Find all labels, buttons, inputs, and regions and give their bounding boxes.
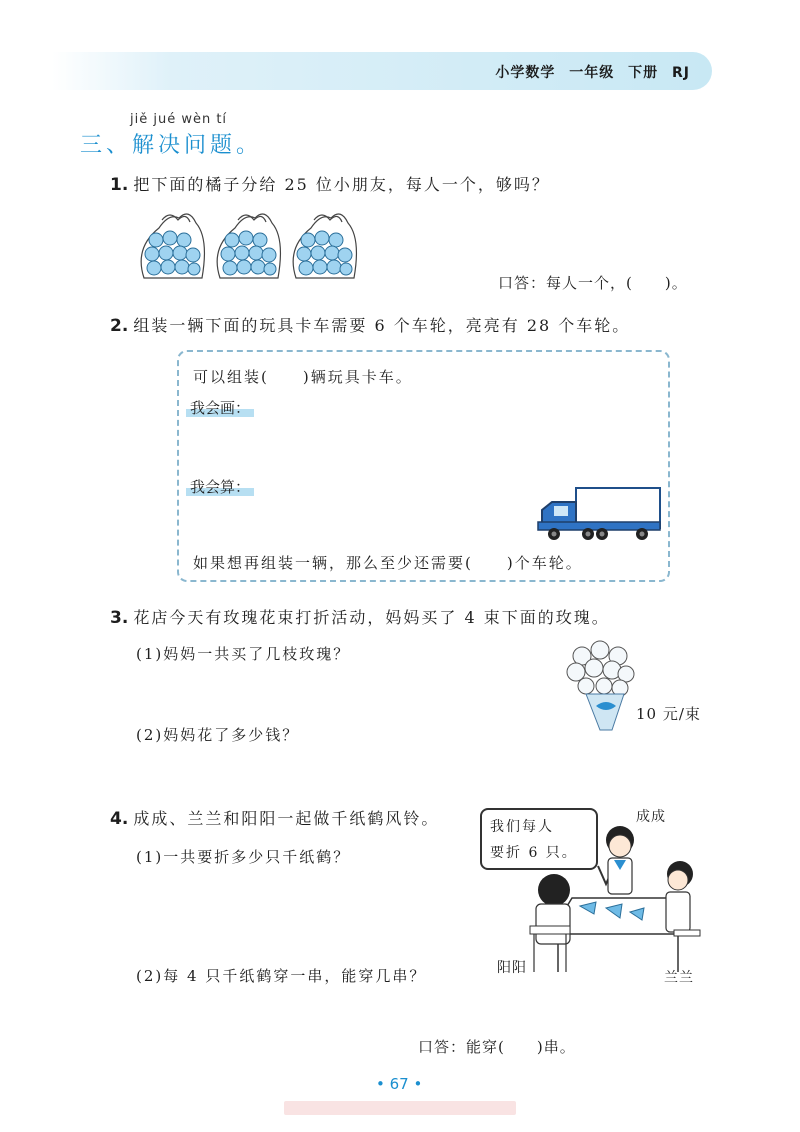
question-3-text: 花店今天有玫瑰花束打折活动，妈妈买了 4 束下面的玫瑰。 — [133, 608, 610, 627]
question-3-number: 3. — [110, 608, 129, 628]
rose-bouquet-icon — [566, 640, 636, 735]
section-pinyin: jiě jué wèn tí — [130, 112, 228, 127]
toy-truck-icon — [536, 484, 666, 544]
calc-label — [186, 476, 254, 497]
question-3 — [110, 605, 610, 628]
question-3-sub1: (1)妈妈一共买了几枝玫瑰？ — [136, 645, 351, 663]
question-4-sub2: (2)每 4 只千纸鹤穿一串，能穿几串？ — [136, 967, 427, 985]
calc-label-text: 我会算： — [186, 478, 254, 496]
speech-bubble-line1: 我们每人 — [490, 819, 554, 835]
watermark-strip — [284, 1101, 516, 1115]
question-4-number: 4. — [110, 809, 129, 829]
question-3-sub2: (2)妈妈花了多少钱？ — [136, 726, 300, 744]
header-title: 小学数学 一年级 下册 RJ — [495, 65, 690, 81]
speech-bubble-line2: 要折 6 只。 — [490, 845, 578, 861]
children-table-illustration — [510, 826, 700, 976]
question-2-text: 组装一辆下面的玩具卡车需要 6 个车轮，亮亮有 28 个车轮。 — [133, 316, 631, 335]
draw-label-text: 我会画： — [186, 399, 254, 417]
question-2-last-line: 如果想再组装一辆，那么至少还需要( )个车轮。 — [193, 554, 583, 572]
question-4 — [110, 806, 439, 829]
bouquet-price: 10 元/束 — [636, 705, 701, 723]
label-lanlan: 兰兰 — [664, 970, 694, 986]
label-chengcheng: 成成 — [636, 809, 666, 825]
question-1 — [110, 172, 550, 195]
section-title: 三、解决问题。 — [80, 133, 263, 158]
question-2-line1: 可以组装( )辆玩具卡车。 — [193, 368, 413, 386]
question-1-number: 1. — [110, 175, 129, 195]
question-4-answer: 口答：能穿( )串。 — [418, 1038, 576, 1056]
draw-label — [186, 397, 254, 418]
question-4-sub1: (1)一共要折多少只千纸鹤？ — [136, 848, 351, 866]
question-1-text: 把下面的橘子分给 25 位小朋友，每人一个，够吗？ — [133, 175, 550, 194]
question-2 — [110, 313, 630, 336]
orange-bags-illustration — [134, 208, 364, 288]
page-number: • 67 • — [376, 1075, 423, 1093]
question-1-answer: 口答：每人一个，( )。 — [498, 274, 688, 292]
orange-bag-icon — [141, 214, 204, 278]
label-yangyang: 阳阳 — [497, 960, 527, 976]
question-4-text: 成成、兰兰和阳阳一起做千纸鹤风铃。 — [133, 809, 440, 828]
question-2-number: 2. — [110, 316, 129, 336]
